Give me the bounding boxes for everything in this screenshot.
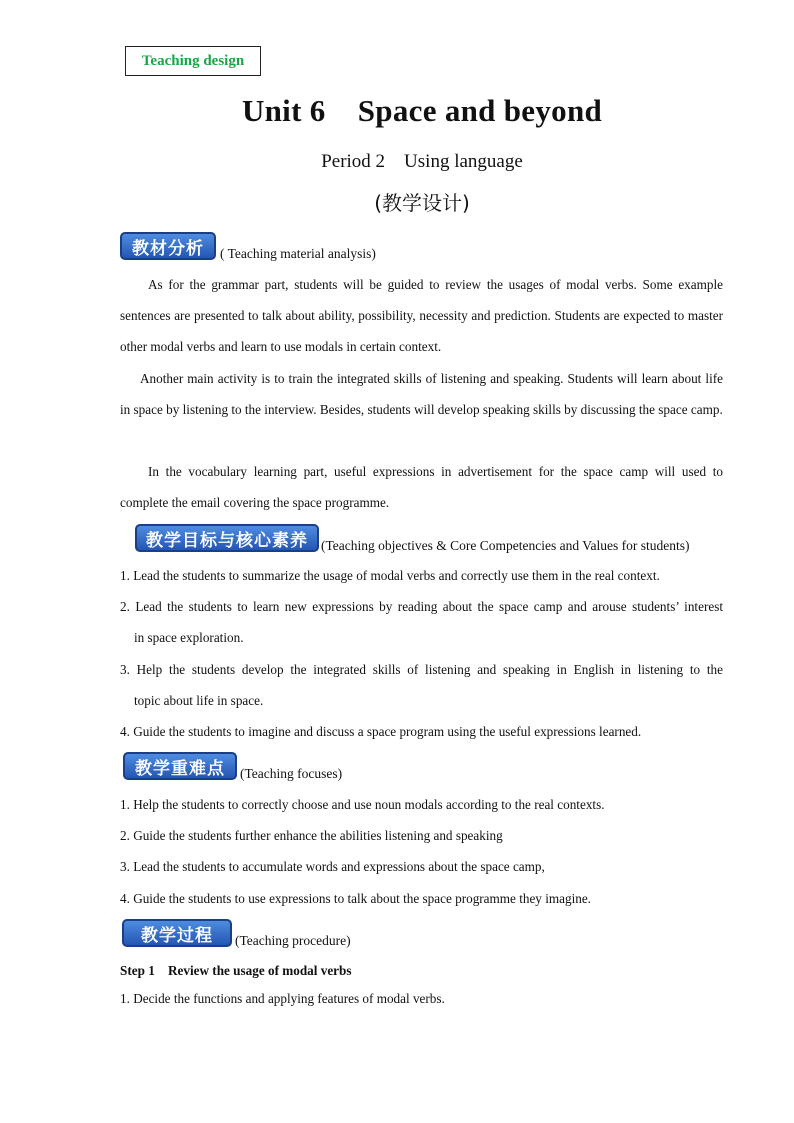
analysis-paragraph-1: As for the grammar part, students will be guided to review the usages of modal verbs. Some example sentences are presented to talk about ability, possibility, necessity and prediction. Students are expected to master other modal verbs and learn to use modals in certain context. — [120, 277, 723, 355]
focus-4: 4. Guide the students to use expressions to talk about the space programme they imagine. — [120, 891, 591, 906]
analysis-paragraph-2: Another main activity is to train the integrated skills of listening and speaking. Students will learn about life in space by listening to the interview. Besides, students will develop speaking skills by discussing the space camp. — [120, 371, 723, 418]
analysis-badge: 教材分析 — [120, 232, 216, 260]
procedure-heading — [122, 919, 351, 947]
page-subtitle-cn: (教学设计) — [374, 191, 470, 215]
page-title: Unit 6 Space and beyond — [241, 93, 603, 128]
page-subtitle: Period 2 Using language — [321, 151, 523, 172]
focuses-heading — [123, 752, 342, 780]
objective-4: 4. Guide the students to imagine and discuss a space program using the useful expressions learned. — [120, 724, 642, 739]
procedure-item-1: 1. Decide the functions and applying features of modal verbs. — [120, 991, 445, 1006]
objective-3-line-2: topic about life in space. — [134, 693, 264, 708]
objective-1: 1. Lead the students to summarize the usage of modal verbs and correctly use them in the real context. — [120, 568, 660, 583]
focuses-badge: 教学重难点 — [123, 752, 237, 780]
focus-2: 2. Guide the students further enhance the abilities listening and speaking — [120, 828, 503, 843]
analysis-caption: ( Teaching material analysis) — [220, 246, 376, 261]
focus-3: 3. Lead the students to accumulate words and expressions about the space camp, — [120, 859, 545, 874]
objective-2-line-1: 2. Lead the students to learn new expressions by reading about the space camp and arouse students’ interest — [120, 599, 723, 614]
objectives-caption: (Teaching objectives & Core Competencies and Values for students) — [321, 538, 690, 553]
procedure-badge: 教学过程 — [122, 919, 232, 947]
objectives-badge: 教学目标与核心素养 — [135, 524, 319, 552]
focus-1: 1. Help the students to correctly choose and use noun modals according to the real contexts. — [120, 797, 605, 812]
analysis-heading — [120, 232, 376, 260]
focuses-caption: (Teaching focuses) — [240, 766, 343, 781]
objective-2-line-2: in space exploration. — [134, 630, 244, 645]
analysis-paragraph-3: In the vocabulary learning part, useful expressions in advertisement for the space camp will used to complete the email covering the space programme. — [120, 464, 723, 511]
objectives-heading — [135, 524, 689, 552]
objective-3-line-1: 3. Help the students develop the integrated skills of listening and speaking in English in listening to the — [120, 662, 723, 677]
step-1-heading: Step 1 Review the usage of modal verbs — [120, 963, 352, 978]
procedure-caption: (Teaching procedure) — [235, 933, 351, 948]
teaching-design-tag: Teaching design — [125, 46, 261, 76]
